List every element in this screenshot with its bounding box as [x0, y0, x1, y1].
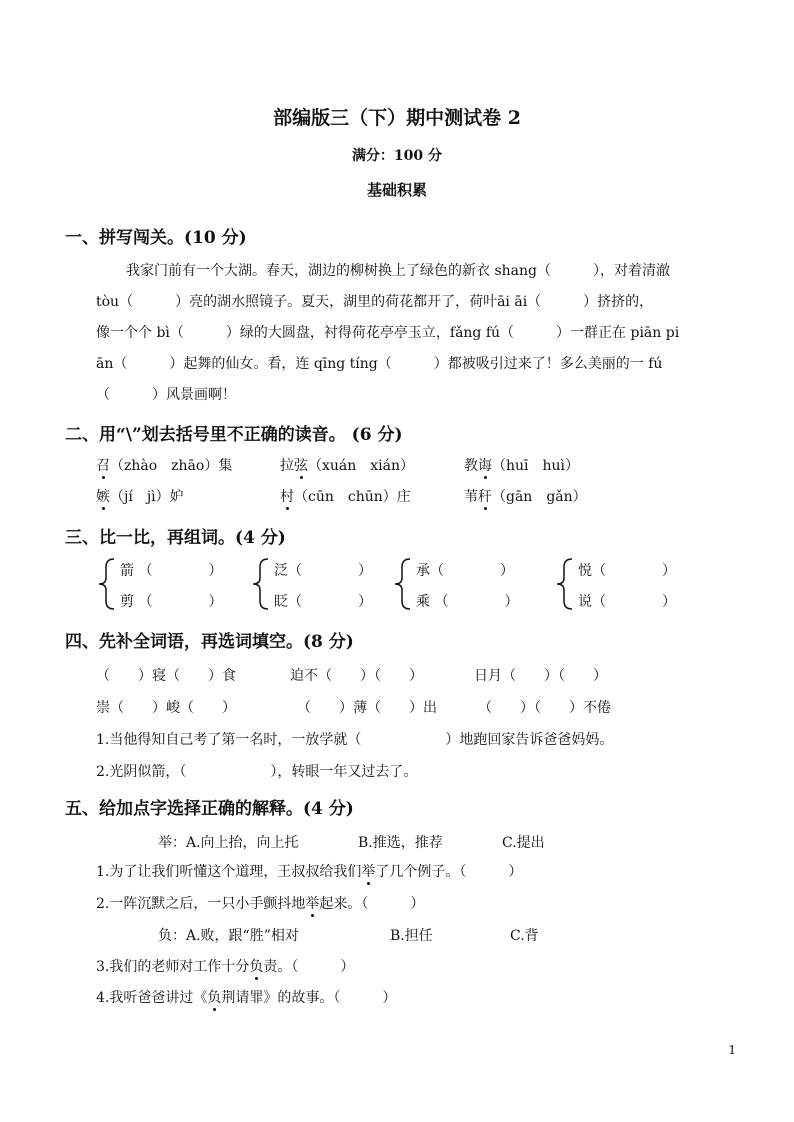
definition-option: 举：A.向上抬，向上托 [158, 835, 299, 851]
passage-line: 我家门前有一个大湖。春天，湖边的柳树换上了绿色的新衣 shang（ ），对着清澈 [126, 263, 670, 279]
definition-option: C.提出 [502, 835, 545, 851]
word-top: 泛（ ） [274, 563, 372, 579]
compare-pair [554, 556, 694, 612]
definition-option: B.推选，推荐 [358, 835, 443, 851]
definition-option: C.背 [510, 928, 539, 944]
brace-icon [96, 558, 116, 610]
passage-line: ān（ ）起舞的仙女。看，连 qīng tíng（ ）都被吸引过来了！多么美丽的一 fú [96, 356, 663, 372]
pinyin-item: 村（cūn chūn）庄 [280, 486, 411, 506]
definition-option: 负：A.败，跟“胜”相对 [158, 928, 299, 944]
dotted-char: 负 [249, 956, 263, 976]
brace-icon [250, 558, 270, 610]
dotted-char: 举 [305, 893, 319, 913]
definition-option: B.担任 [390, 928, 433, 944]
pinyin-item: 教诲（huī huì） [464, 455, 579, 475]
brace-icon [554, 558, 574, 610]
idiom-blank: 崇（ ）峻（ ） [96, 700, 236, 716]
idiom-blank: （ ）（ ）不倦 [478, 700, 611, 716]
fill-question: 1.当他得知自己考了第一名时，一放学就（ ）地跑回家告诉爸爸妈妈。 [96, 732, 614, 748]
word-bottom: 剪 （ ） [120, 594, 223, 610]
word-top: 承（ ） [416, 563, 514, 579]
choice-question: 2.一阵沉默之后，一只小手颤抖地举起来。（ ） [96, 893, 424, 913]
compare-pair [96, 556, 246, 612]
choice-question: 1.为了让我们听懂这个道理，王叔叔给我们举了几个例子。（ ） [96, 861, 522, 881]
dotted-char: 嫉 [96, 486, 110, 506]
dotted-char: 诲 [478, 455, 492, 475]
idiom-blank: （ ）薄（ ）出 [297, 700, 437, 716]
idiom-blank: 日月（ ）（ ） [474, 668, 607, 684]
choice-question: 3.我们的老师对工作十分负责。（ ） [96, 956, 354, 976]
dotted-char: 弦 [294, 455, 308, 475]
passage-line: （ ）风景画啊！ [96, 387, 236, 403]
pinyin-item: 拉弦（xuán xián） [280, 455, 414, 475]
choice-question: 4.我听爸爸讲过《负荆请罪》的故事。（ ） [96, 987, 396, 1007]
dotted-char: 秆 [478, 486, 492, 506]
dotted-char: 村 [280, 486, 294, 506]
pinyin-item: 嫉（jí jì）妒 [96, 486, 184, 506]
dotted-char: 召 [96, 455, 110, 475]
dotted-char: 举 [361, 861, 375, 881]
dotted-char: 负 [207, 987, 221, 1007]
word-top: 悦（ ） [578, 563, 676, 579]
idiom-blank: （ ）寝（ ）食 [96, 668, 236, 684]
passage-line: 像一个个 bì（ ）绿的大圆盘，衬得荷花亭亭玉立，fǎng fú（ ）一群正在 piān pi [96, 325, 680, 341]
brace-icon [392, 558, 412, 610]
pinyin-item: 召（zhào zhāo）集 [96, 455, 232, 475]
section-4-heading: 四、先补全词语，再选词填空。(8 分) [65, 632, 354, 652]
passage-line: tòu（ ）亮的湖水照镜子。夏天，湖里的荷花都开了，荷叶āi āi（ ）挤挤的， [96, 294, 654, 310]
idiom-blank: 迫不（ ）（ ） [290, 668, 423, 684]
word-bottom: 乘 （ ） [416, 594, 519, 610]
section-3-heading: 三、比一比，再组词。(4 分) [65, 528, 286, 548]
word-bottom: 眨（ ） [274, 594, 372, 610]
word-bottom: 说（ ） [578, 594, 676, 610]
section-2-heading: 二、用“\”划去括号里不正确的读音。 (6 分) [65, 425, 403, 445]
part-heading: 基础积累 [366, 181, 427, 199]
compare-pair [392, 556, 542, 612]
page-title: 部编版三（下）期中测试卷 2 [273, 107, 521, 129]
compare-pair [250, 556, 390, 612]
fill-question: 2.光阴似箭，（ ），转眼一年又过去了。 [96, 764, 418, 780]
full-score: 满分：100 分 [351, 148, 443, 164]
word-top: 箭 （ ） [120, 563, 223, 579]
section-1-heading: 一、拼写闯关。(10 分) [65, 228, 247, 248]
pinyin-item: 苇秆（gān gǎn） [464, 486, 587, 506]
section-5-heading: 五、给加点字选择正确的解释。(4 分) [65, 799, 354, 819]
page-number: 1 [728, 1043, 736, 1057]
